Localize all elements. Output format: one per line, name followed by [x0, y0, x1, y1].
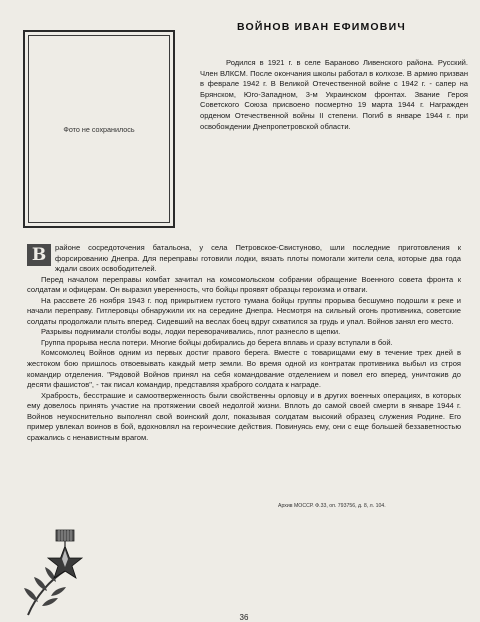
story-paragraph: Храбрость, бесстрашие и самоотверженность были свойственны орловцу и в других военных операциях, в которых ему довелось принять участие на протяжении своей недолгой жизни. Вплоть до самой своей смерти в январе 1944 г. Войнов неукоснительно выполнял свой воинский долг, показывая солдатам высокий образец служения Родине. Его пример увлекал воинов в бой, вдохновлял на героические действия. Повинуясь ему, они с еще большей беззаветностью сражались с ненавистным врагом.: [27, 390, 461, 442]
story-paragraph: Разрывы поднимали столбы воды, лодки переворачивались, плот разнесло в щепки.: [41, 327, 341, 337]
page-number: 36: [239, 613, 249, 622]
story-paragraph-text: районе сосредоточения батальона, у села Петровское-Свистуново, шли последние приготовления к форсированию Днепра. Для переправы готовили лодки, вязать плоты помогали жители села, которые два года ждали своих освободителей.: [55, 243, 461, 274]
story-paragraph: На рассвете 26 ноября 1943 г. под прикрытием густого тумана бойцы группы прорыва бесшумно подошли к реке и начали переправу. Гитлеровцы обнаружили их на середине Днепра. Несмотря на сильный огонь противника, советские солдаты продолжали плыть вперед. Сидевший на веслах боец вдруг схватился за грудь и упал. Войнов занял его место.: [27, 295, 461, 326]
photo-frame: [23, 30, 175, 228]
drop-cap: В: [27, 244, 51, 266]
hero-star-medal-icon: [14, 522, 104, 618]
story-paragraph: Комсомолец Войнов одним из первых достиг правого берега. Вместе с товарищами ему в течение трех дней в жестоком бою пришлось отвоевывать каждый метр земли. Во время одной из контратак противника выбыл из строя командир отделения. "Рядовой Войнов принял на себя командование отделением и повел его вперед, уничтожив до десяти фашистов", - так писал командир, представляя храброго солдата к награде.: [27, 348, 461, 390]
story-text: [27, 243, 461, 443]
story-paragraph: [27, 243, 461, 275]
photo-caption: Фото не сохранилось: [63, 124, 135, 134]
story-paragraph: Перед началом переправы комбат зачитал на комсомольском собрании обращение Военного совета фронта к солдатам и офицерам. Он выразил уверенность, что бойцы проявят образцы героизма и отваги.: [27, 274, 461, 295]
archive-reference: Архив МОССР. Ф.33, оп. 793756, д. 8, л. 104.: [278, 503, 386, 509]
hero-name: ВОЙНОВ ИВАН ЕФИМОВИЧ: [237, 21, 406, 33]
biography: Родился в 1921 г. в селе Бараново Ливенского района. Русский. Член ВЛКСМ. После окончания школы работал в колхозе. В армию призван в феврале 1942 г. В Великой Отечественной войне с 1942 г. - сапер на Брянском, Юго-Западном, 3-м Украинском фронтах. Звание Героя Советского Союза присвоено посмертно 19 марта 1944 г. Награжден орденом Отечественной войны II степени. Погиб в январе 1944 г. при освобождении Днепропетровской области.: [200, 58, 468, 131]
photo-placeholder: [28, 35, 170, 223]
story-paragraph: Группа прорыва несла потери. Многие бойцы добирались до берега вплавь и сразу вступали в бой.: [41, 337, 393, 347]
